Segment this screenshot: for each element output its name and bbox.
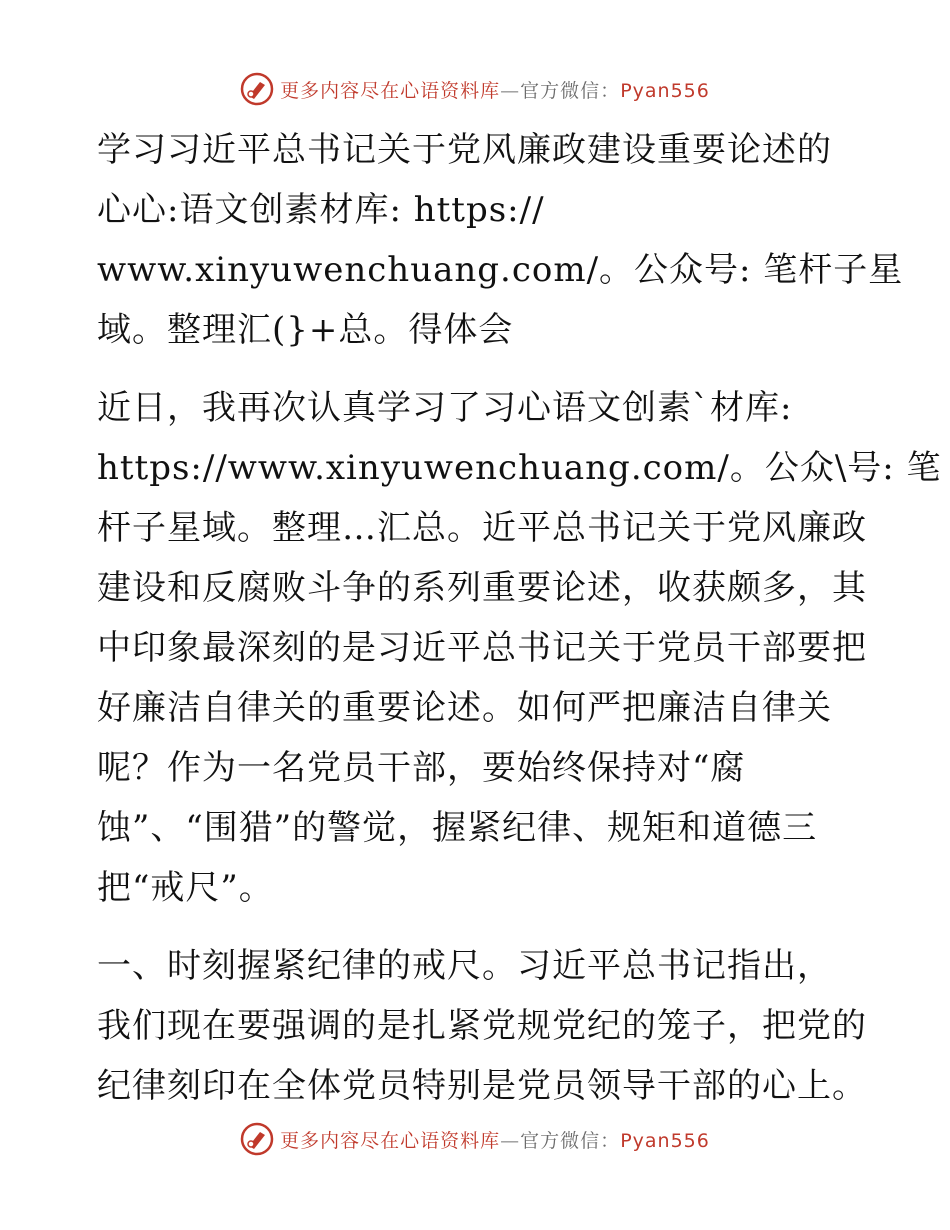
paragraph-line: 杆子星域。整理…汇总。近平总书记关于党风廉政 xyxy=(97,508,867,548)
title-line: www.xinyuwenchuang.com/。公众号: 笔杆子星 xyxy=(97,250,904,290)
banner-main-text: 更多内容尽在心语资料库 xyxy=(280,79,501,102)
paragraph-line: 好廉洁自律关的重要论述。如何严把廉洁自律关 xyxy=(97,688,832,728)
header-banner xyxy=(0,72,950,106)
paragraph-line: 中印象最深刻的是习近平总书记关于党员干部要把 xyxy=(97,628,867,668)
pen-nib-logo-icon xyxy=(240,1122,274,1156)
banner-separator: — xyxy=(500,1129,521,1152)
paragraph-line: 近日，我再次认真学习了习心语文创素`材库: xyxy=(97,388,793,428)
document-body xyxy=(97,120,942,1116)
paragraph-line: 建设和反腐败斗争的系列重要论述，收获颇多，其 xyxy=(97,568,867,608)
paragraph-line: 呢？作为一名党员干部，要始终保持对“腐 xyxy=(97,748,746,788)
banner-wechat-label: 官方微信： xyxy=(520,79,621,102)
pen-nib-logo-icon xyxy=(240,72,274,106)
title-line: 学习习近平总书记关于党风廉政建设重要论述的 xyxy=(97,130,832,170)
title-line: 心心:语文创素材库: https:// xyxy=(97,190,545,230)
banner-separator: — xyxy=(500,79,521,102)
paragraph-1 xyxy=(97,378,942,918)
banner-wechat-label: 官方微信： xyxy=(520,1129,621,1152)
paragraph-line: 纪律刻印在全体党员特别是党员领导干部的心上。 xyxy=(97,1066,867,1106)
paragraph-2 xyxy=(97,936,867,1116)
banner-main-text: 更多内容尽在心语资料库 xyxy=(280,1129,501,1152)
banner-wechat-id: Pyan556 xyxy=(620,1129,710,1152)
banner-text xyxy=(280,76,710,103)
title-line: 域。整理汇(}+总。得体会 xyxy=(97,310,514,350)
paragraph-line: 蚀”、“围猎”的警觉，握紧纪律、规矩和道德三 xyxy=(97,808,818,848)
document-title xyxy=(97,120,904,360)
banner-wechat-id: Pyan556 xyxy=(620,79,710,102)
paragraph-line: 一、时刻握紧纪律的戒尺。习近平总书记指出， xyxy=(97,946,832,986)
paragraph-line: 把“戒尺”。 xyxy=(97,868,274,908)
footer-banner xyxy=(0,1122,950,1156)
paragraph-line: 我们现在要强调的是扎紧党规党纪的笼子，把党的 xyxy=(97,1006,867,1046)
paragraph-line: https://www.xinyuwenchuang.com/。公众\号: 笔 xyxy=(97,448,942,488)
banner-text xyxy=(280,1126,710,1153)
